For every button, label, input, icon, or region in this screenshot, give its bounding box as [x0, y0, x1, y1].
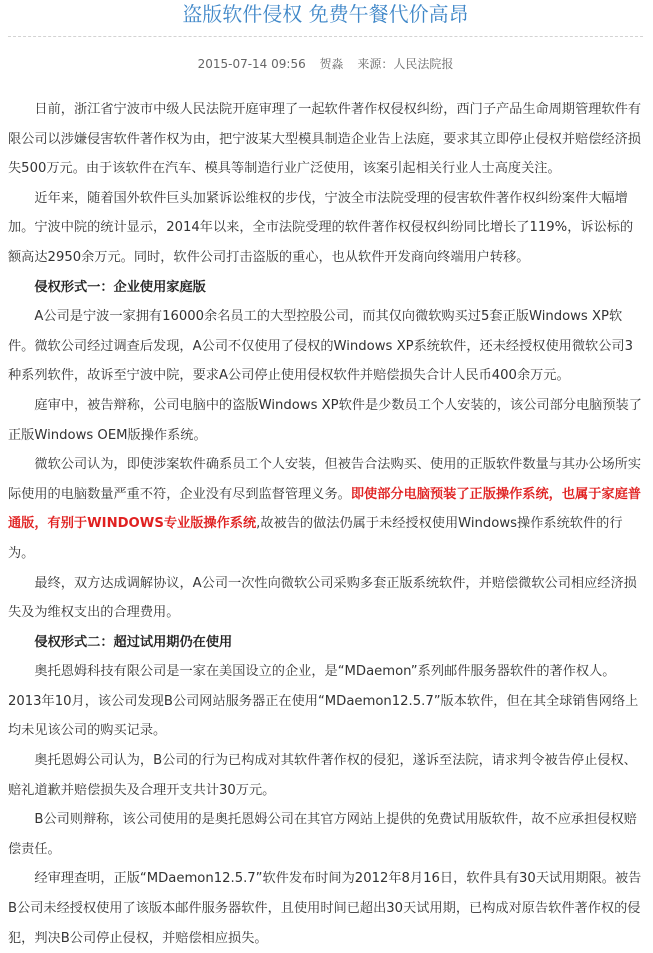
- paragraph: 奥托恩姆公司认为，B公司的行为已构成对其软件著作权的侵犯，遂诉至法院，请求判令被告停止侵权、赔礼道歉并赔偿损失及合理开支共计30万元。: [8, 753, 637, 798]
- paragraph: B公司则辩称，该公司使用的是奥托恩姆公司在其官方网站上提供的免费试用版软件，故不应承担侵权赔偿责任。: [8, 812, 637, 857]
- paragraph: 日前，浙江省宁波市中级人民法院开庭审理了一起软件著作权侵权纠纷，西门子产品生命周期管理软件有限公司以涉嫌侵害软件著作权为由，把宁波某大型模具制造企业告上法庭，要求其立即停止侵权并赔偿经济损失500万元。由于该软件在汽车、模具等制造行业广泛使用，该案引起相关行业人士高度关注。: [8, 102, 642, 177]
- paragraph: 最终，双方达成调解协议，A公司一次性向微软公司采购多套正版系统软件，并赔偿微软公司相应经济损失及为维权支出的合理费用。: [8, 575, 637, 621]
- paragraph: 经审理查明，正版“MDaemon12.5.7”软件发布时间为2012年8月16日，软件具有30天试用期限。被告B公司未经授权使用了该版本邮件服务器软件，且使用时间已超出30天试用期，已构成对原告软件著作权的侵犯，判决B公司停止侵权，并赔偿相应损失。: [8, 871, 642, 946]
- source-label: 来源：人民法院报: [357, 57, 454, 71]
- article-title: 盗版软件侵权 免费午餐代价高昂: [182, 2, 469, 26]
- paragraph-text: 微软公司认为，即使涉案软件确系员工个人安装，但被告合法购买、使用的正版软件数量与其办公场所实际使用的电脑数量严重不符，企业没有尽到监督管理义务。: [8, 457, 642, 502]
- section-heading: 侵权形式二：超过试用期仍在使用: [34, 634, 233, 650]
- paragraph: 奥托恩姆科技有限公司是一家在美国设立的企业，是“MDaemon”系列邮件服务器软件的著作权人。2013年10月，该公司发现B公司网站服务器正在使用“MDaemon12.5.7”版本软件，但在其全球销售网络上均未见该公司的购买记录。: [8, 664, 639, 739]
- highlighted-text: 即使部分电脑预装了正版操作系统，也属于家庭普通版，有别于WINDOWS专业版操作系统: [8, 486, 641, 532]
- paragraph: [8, 450, 643, 568]
- paragraph: A公司是宁波一家拥有16000余名员工的大型控股公司，而其仅向微软购买过5套正版Windows XP软件。微软公司经过调查后发现，A公司不仅使用了侵权的Windows XP系统软件，还未经授权使用微软公司3种系列软件，故诉至宁波中院，要求A公司停止使用侵权软件并赔偿损失合计人民币400余万元。: [8, 309, 633, 384]
- paragraph: 庭审中，被告辩称，公司电脑中的盗版Windows XP软件是少数员工个人安装的，该公司部分电脑预装了正版Windows OEM版操作系统。: [8, 397, 642, 443]
- article-body: [8, 95, 643, 953]
- title-divider: [8, 36, 643, 37]
- author-name: 贺淼: [319, 57, 344, 71]
- paragraph: 近年来，随着国外软件巨头加紧诉讼维权的步伐，宁波全市法院受理的侵害软件著作权纠纷案件大幅增加。宁波中院的统计显示，2014年以来，全市法院受理的软件著作权侵权纠纷同比增长了119%，诉讼标的额高达2950余万元。同时，软件公司打击盗版的重心，也从软件开发商向终端用户转移。: [8, 190, 634, 265]
- paragraph-text: ,故被告的做法仍属于未经授权使用Windows操作系统软件的行为。: [8, 516, 623, 561]
- publish-date: 2015-07-14 09:56: [197, 57, 306, 71]
- section-heading: 侵权形式一：企业使用家庭版: [34, 279, 206, 295]
- article-meta: [8, 56, 643, 72]
